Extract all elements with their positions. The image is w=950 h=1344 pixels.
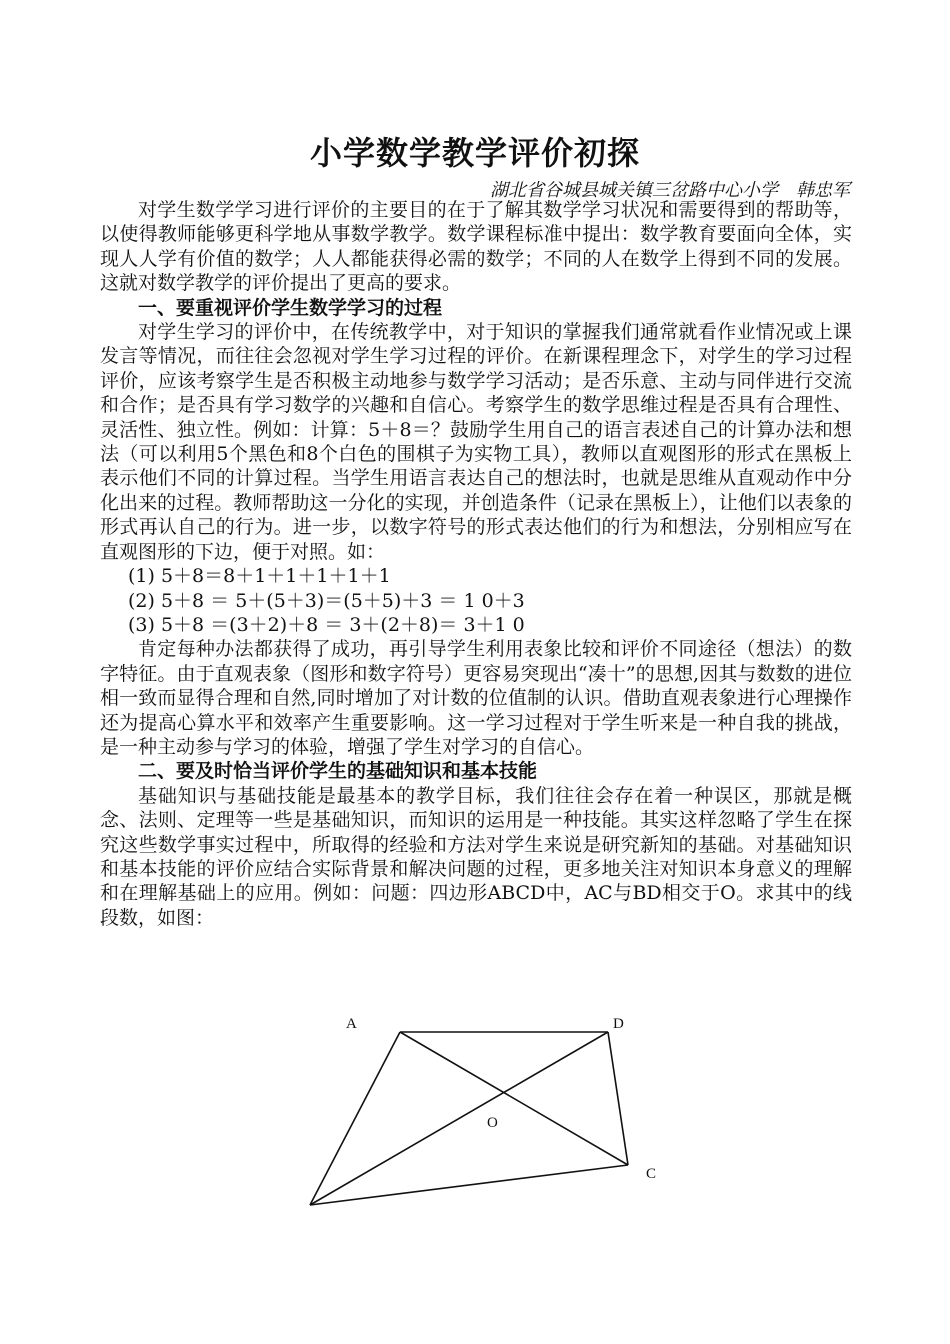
intersection-label-o: O [487,1115,498,1131]
equation-1: (1) 5＋8＝8＋1＋1＋1＋1＋1 [128,565,391,588]
equation-3: (3) 5＋8 ＝(3＋2)＋8 ＝ 3＋(2＋8)＝ 3＋1 0 [128,613,525,636]
author-byline: 湖北省谷城县城关镇三岔路中心小学 韩忠军 [490,180,850,201]
paragraph-affirm: 肯定每种办法都获得了成功，再引导学生利用表象比较和评价不同途径（想法）的数字特征。由于直观表象（图形和数字符号）更容易突现出“凑十”的思想,因其与数数的进位相一致而显得合理和自然,同时增加了对计数的位值制的认识。借助直观表象进行心理操作还为提高心算水平和效率产生重要影响。这一学习过程对于学生听来是一种自我的挑战，是一种主动参与学习的体验，增强了学生对学习的自信心。 [100,638,852,758]
page-title: 小学数学教学评价初探 [309,134,640,172]
section-heading-2: 二、要及时恰当评价学生的基础知识和基本技能 [138,760,538,783]
quadrilateral-diagram [300,1010,680,1220]
article-body [100,198,852,930]
section-heading-1: 一、要重视评价学生数学学习的过程 [138,296,443,319]
paragraph-basics: 基础知识与基础技能是最基本的教学目标，我们往往会存在着一种误区，那就是概念、法则、定理等一些是基础知识，而知识的运用是一种技能。其实这样忽略了学生在探究这些数学事实过程中，所取得的经验和方法对学生来说是研究新知的基础。对基础知识和基本技能的评价应结合实际背景和解决问题的过程，更多地关注对知识本身意义的理解和在理解基础上的应用。例如：问题：四边形ABCD中，AC与BD相交于O。求其中的线段数，如图： [100,784,852,929]
vertex-label-d: D [613,1016,624,1032]
paragraph-intro: 对学生数学学习进行评价的主要目的在于了解其数学学习状况和需要得到的帮助等，以使得教师能够更科学地从事数学教学。数学课程标准中提出：数学教育要面向全体，实现人人学有价值的数学；人人都能获得必需的数学；不同的人在数学上得到不同的发展。这就对数学教学的评价提出了更高的要求。 [100,199,852,295]
vertex-label-a: A [346,1016,357,1032]
paragraph-process: 对学生学习的评价中，在传统教学中，对于知识的掌握我们通常就看作业情况或上课发言等情况，而往往会忽视对学生学习过程的评价。在新课程理念下，对学生的学习过程评价，应该考察学生是否积极主动地参与数学学习活动；是否乐意、主动与同伴进行交流和合作；是否具有学习数学的兴趣和自信心。考察学生的数学思维过程是否具有合理性、灵活性、独立性。例如：计算：5＋8＝？鼓励学生用自己的语言表述自己的计算办法和想法（可以利用5个黑色和8个白色的围棋子为实物工具），教师以直观图形的形式在黑板上表示他们不同的计算过程。当学生用语言表达自己的想法时，也就是思维从直观动作中分化出来的过程。教师帮助这一分化的实现，并创造条件（记录在黑板上），让他们以表象的形式再认自己的行为。进一步，以数字符号的形式表达他们的行为和想法，分别相应写在直观图形的下边，便于对照。如： [100,321,852,563]
side-cb [310,1165,628,1205]
diagonal-ac [400,1032,628,1165]
equation-2: (2) 5＋8 ＝ 5＋(5＋3)＝(5＋5)＋3 ＝ 1 0＋3 [128,589,525,612]
side-dc [608,1032,628,1165]
quadrilateral-figure [300,1010,680,1220]
vertex-label-c: C [646,1166,657,1182]
